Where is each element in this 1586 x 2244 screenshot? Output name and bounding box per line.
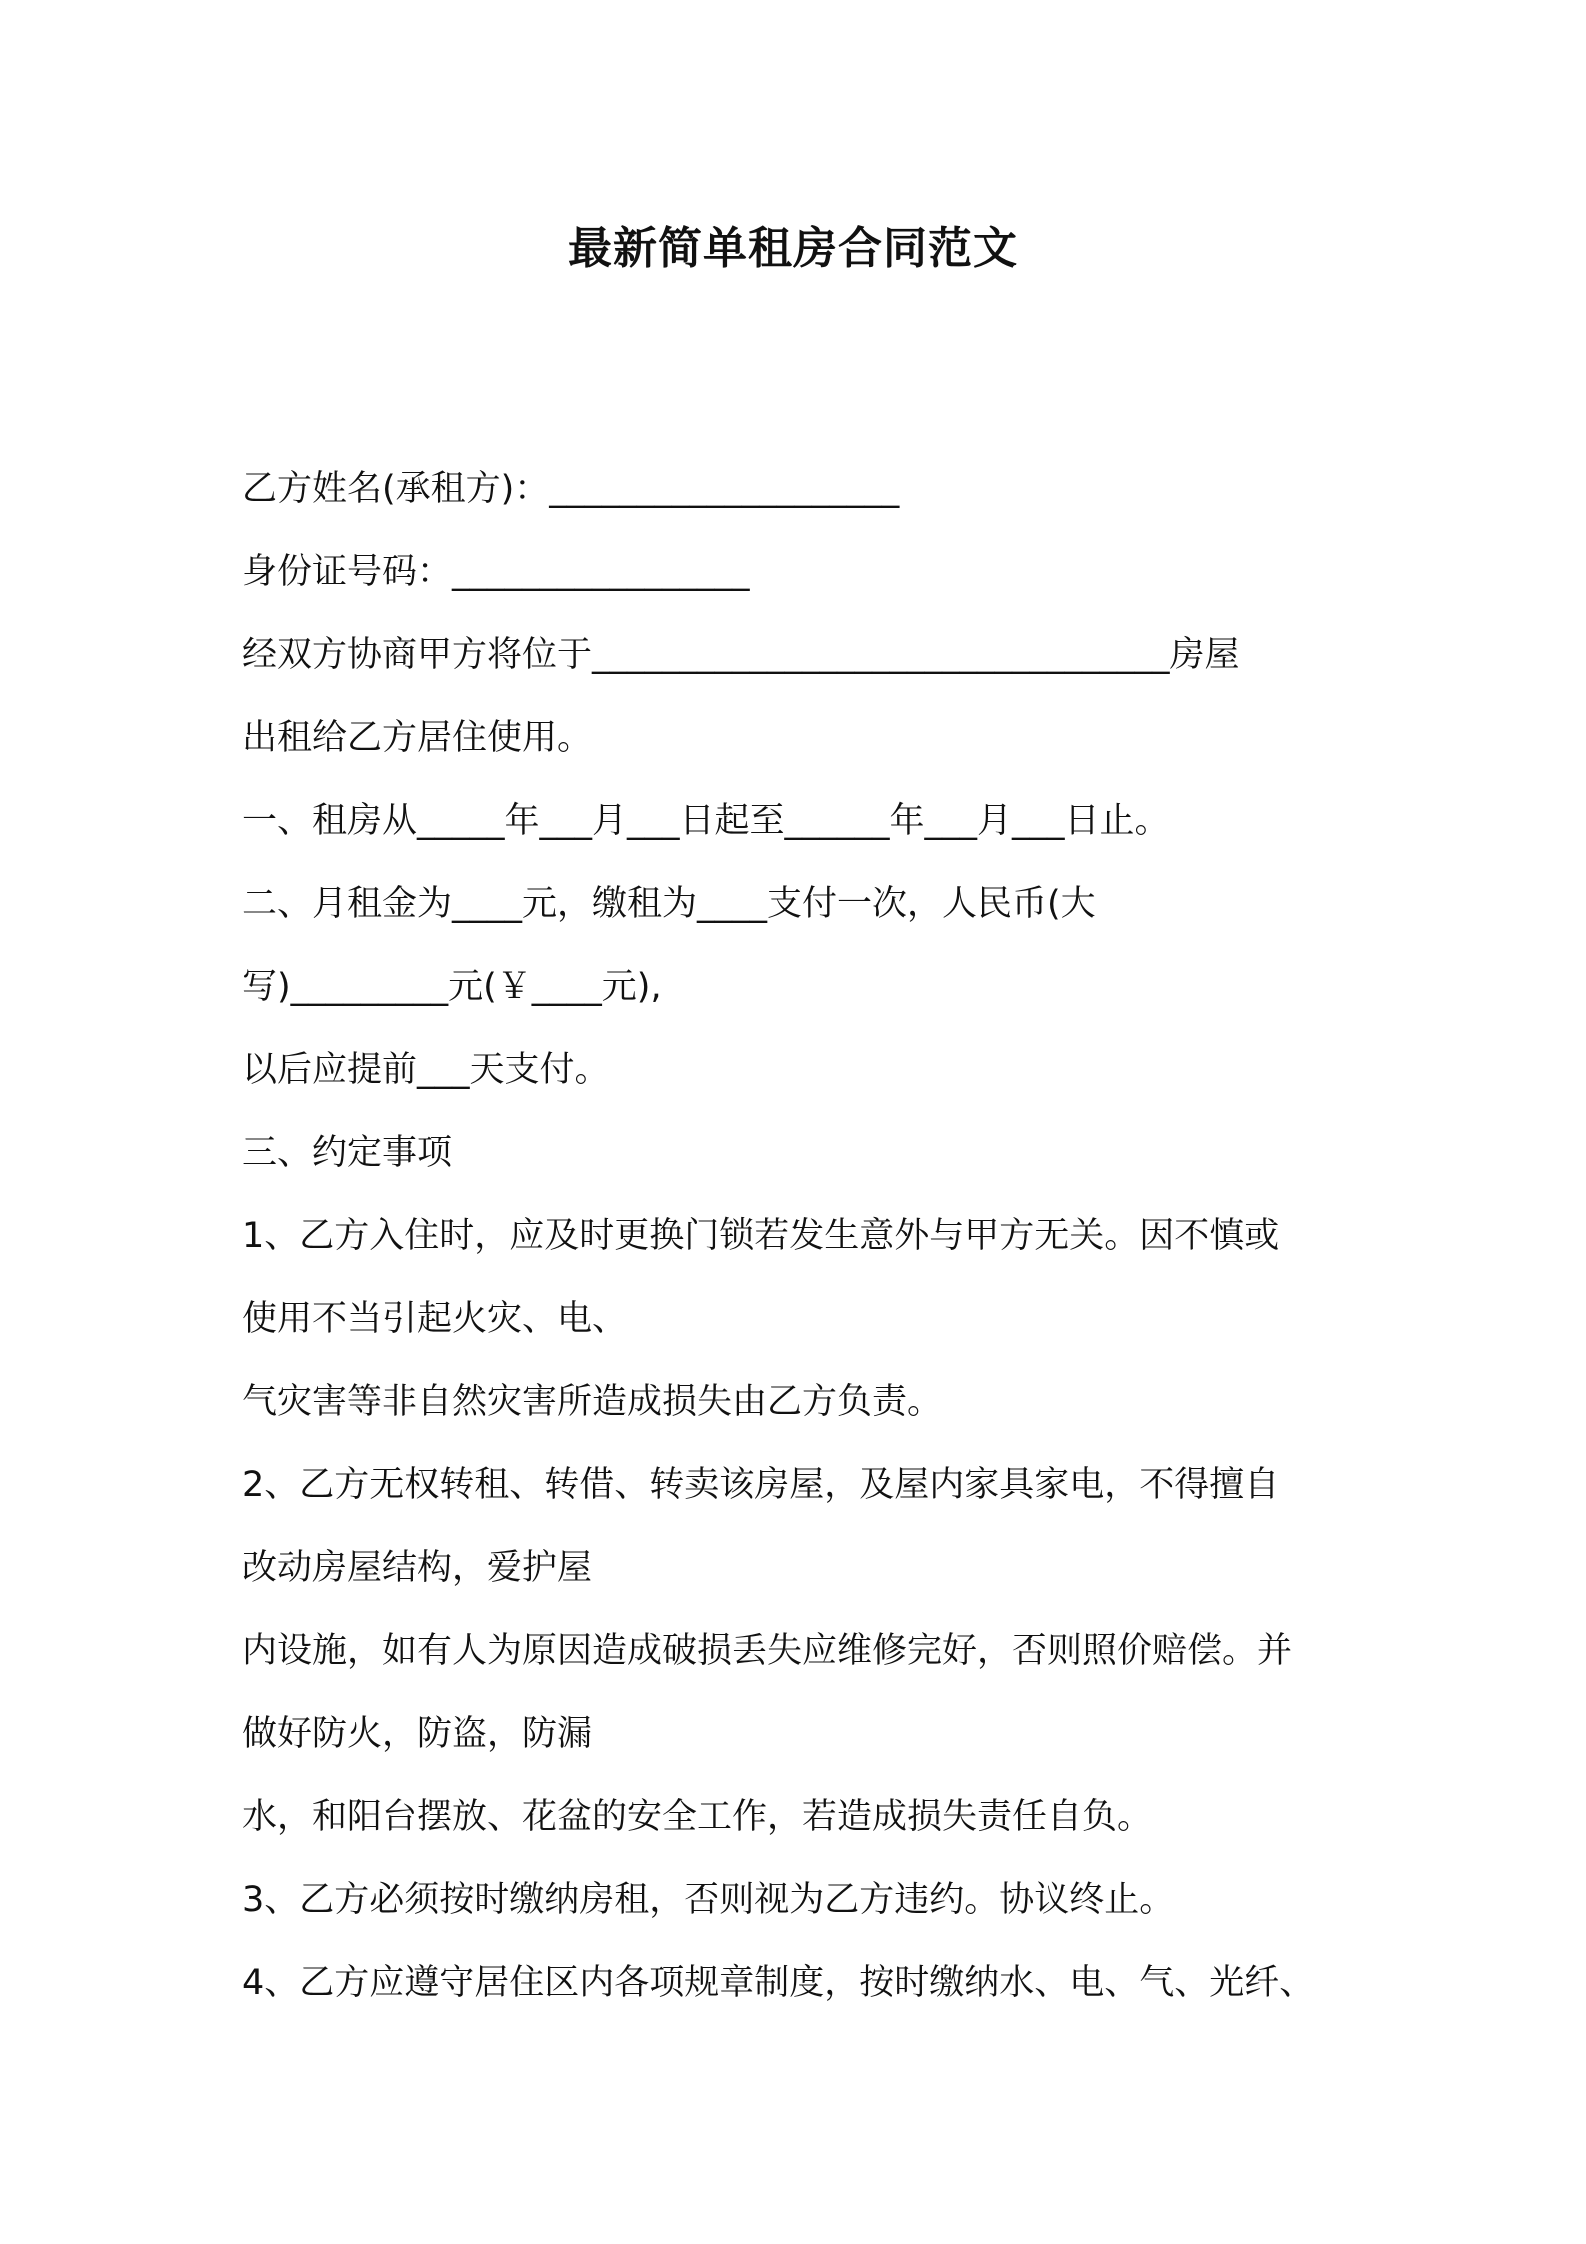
body-line: 做好防火，防盗，防漏: [242, 1714, 593, 1754]
body-line: 3、乙方必须按时缴纳房租，否则视为乙方违约。协议终止。: [242, 1880, 1175, 1920]
body-line: 写)_________元(￥____元),: [242, 967, 662, 1007]
body-line: 以后应提前___天支付。: [242, 1050, 610, 1090]
body-line: 内设施，如有人为原因造成破损丢失应维修完好，否则照价赔偿。并: [242, 1631, 1293, 1671]
clause-rent: 二、月租金为____元，缴租为____支付一次，人民币(大: [242, 884, 1096, 924]
document-title: 最新简单租房合同范文: [568, 223, 1018, 274]
body-line: 水，和阳台摆放、花盆的安全工作，若造成损失责任自负。: [242, 1797, 1153, 1837]
body-line: 1、乙方入住时，应及时更换门锁若发生意外与甲方无关。因不慎或: [242, 1216, 1280, 1256]
section-heading: 三、约定事项: [242, 1133, 453, 1173]
clause-term: 一、租房从_____年___月___日起至______年___月___日止。: [242, 801, 1170, 841]
body-line: 使用不当引起火灾、电、: [242, 1299, 628, 1339]
body-line: 经双方协商甲方将位于_________________________________房屋: [242, 635, 1240, 675]
body-line: 4、乙方应遵守居住区内各项规章制度，按时缴纳水、电、气、光纤、: [242, 1963, 1315, 2003]
document-body: [242, 448, 1422, 2025]
body-line: 2、乙方无权转租、转借、转卖该房屋，及屋内家具家电，不得擅自: [242, 1465, 1280, 1505]
body-line: 气灾害等非自然灾害所造成损失由乙方负责。: [242, 1382, 943, 1422]
field-id-number: 身份证号码：_________________: [242, 552, 750, 592]
body-line: 改动房屋结构，爱护屋: [242, 1548, 593, 1588]
field-tenant-name: 乙方姓名(承租方)：____________________: [242, 469, 900, 509]
body-line: 出租给乙方居住使用。: [242, 718, 593, 758]
